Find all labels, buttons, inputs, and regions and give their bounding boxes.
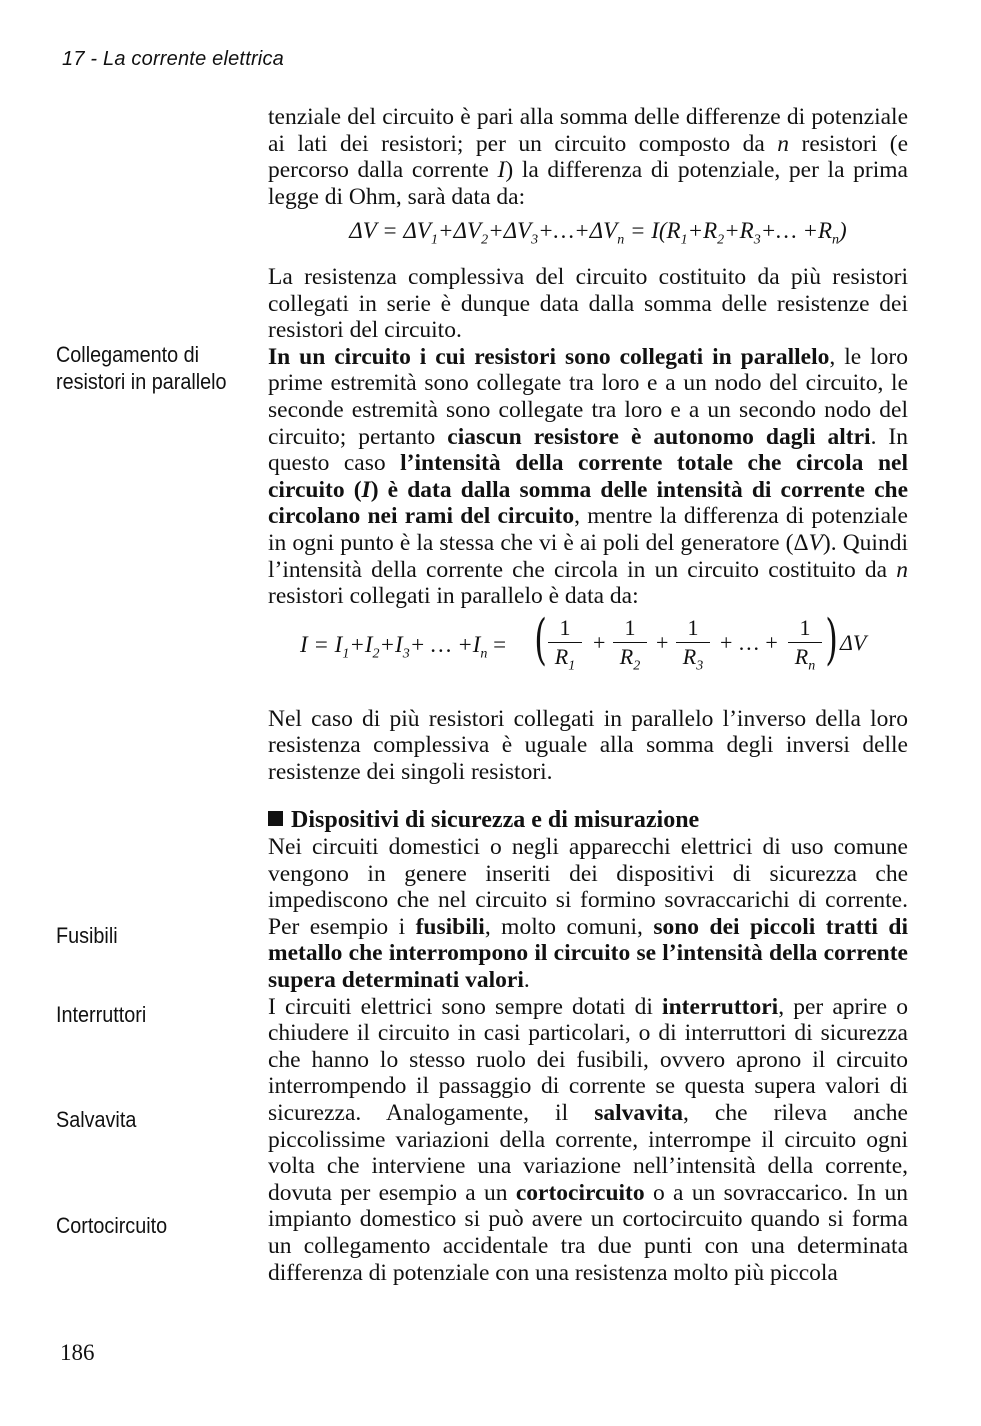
running-header: 17 - La corrente elettrica: [62, 48, 284, 70]
square-bullet-icon: [268, 811, 283, 826]
margin-note-parallel: Collegamento di resistori in parallelo: [56, 342, 227, 394]
paragraph-series-resistance: La resistenza complessiva del circuito costituito da più resistori collegati in serie è dunque data dalla somma delle resistenze dei resistori del circuito.: [268, 263, 908, 344]
margin-note-lifesaver: Salvavita: [56, 1107, 137, 1132]
margin-note-fuses: Fusibili: [56, 923, 118, 948]
paragraph-switches: I circuiti elettrici sono sempre dotati di interruttori, per aprire o chiudere il circuito in casi particolari, o di interruttori di sicurezza che hanno lo stesso ruolo dei fusibili, ovvero aprono il circuito interrompendo il passaggio di corrente se questa supera valori di sicurezza. Analogamente, il salvavita, che rileva anche piccolissime variazioni della corrente, interrompe il circuito ogni volta che interviene una variazione nell’intensità della corrente, dovuta per esempio a un cortocircuito o a un sovraccarico. In un impianto domestico si può avere un cortocircuito quando si forma un collegamento accidentale tra due punti con una determinata differenza di potenziale con una resistenza molto più piccola: [268, 993, 908, 1286]
main-text: [268, 104, 908, 1286]
paragraph-series-intro: tenziale del circuito è pari alla somma delle differenze di potenziale ai lati dei resistori; per un circuito composto da n resistori (e percorso dalla corrente I) la differenza di potenziale, per la prima legge di Ohm, sarà data da:: [268, 104, 908, 210]
equation-series: $\Delta V = \Delta V_1+\Delta V_2+\Delta V_3+\dots+\Delta V_n$ = $I(R_1+R_2+R_3+\dots +R_n)$: [349, 218, 847, 248]
paragraph-fuses: Nei circuiti domestici o negli apparecchi elettrici di uso comune vengono in genere inseriti dei dispositivi di sicurezza che impediscono che nel circuito si formino sovraccarichi di corrente. Per esempio i fusibili, molto comuni, sono dei piccoli tratti di metallo che interrompono il circuito se l’intensità della corrente supera determinati valori.: [268, 834, 909, 994]
page-number: 186: [60, 1340, 95, 1365]
margin-note-switches: Interruttori: [56, 1002, 147, 1027]
section-title: Dispositivi di sicurezza e di misurazione: [268, 807, 908, 834]
paragraph-parallel-resistance: Nel caso di più resistori collegati in parallelo l’inverso della loro resistenza complessiva è uguale alla somma degli inversi delle resistenze dei singoli resistori.: [268, 705, 908, 785]
margin-note-short-circuit: Cortocircuito: [56, 1213, 168, 1238]
paragraph-parallel: In un circuito i cui resistori sono collegati in parallelo, le loro prime estremità sono collegate tra loro e a un nodo del circuito, le seconde estremità sono collegate tra loro e a un secondo nodo del circuito; pertanto ciascun resistore è autonomo dagli altri. In questo caso l’intensità della corrente totale che circola nel circuito (I) è data dalla somma delle intensità di corrente che circolano nei rami del circuito, mentre la differenza di potenziale in ogni punto è la stessa che vi è ai poli del generatore (ΔV). Quindi l’intensità della corrente che circola in un circuito costituito da n resistori collegati in parallelo è data da:: [268, 343, 908, 610]
equation-parallel: $I = I_1+I_2+I_3+$ … $+I_n$ = ( $\frac{1}{R_1}$ + $\frac{1}{R_2}$ + $\frac{1}{R_3}$ + … + $\frac{1}{R_n}$ ) ΔV: [300, 607, 867, 674]
